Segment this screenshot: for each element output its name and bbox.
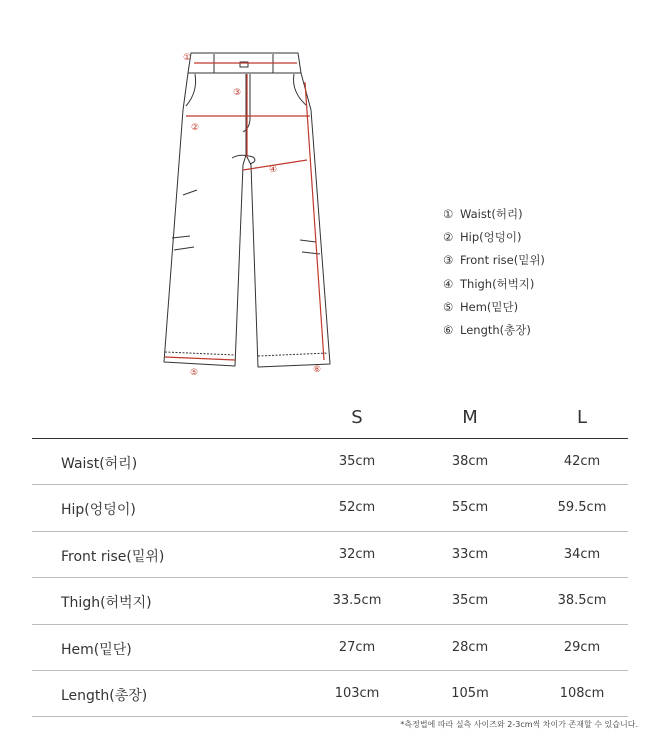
table-row	[32, 485, 628, 531]
cell-value: 33.5cm	[332, 593, 382, 609]
cell-value: 33cm	[451, 546, 489, 562]
hem-measure-line	[165, 357, 235, 360]
legend-item: ⑤ Hem(밑단)	[443, 299, 519, 314]
cell-value: 52cm	[338, 500, 376, 516]
legend-item: ③ Front rise(밑위)	[443, 253, 545, 268]
row-label: Thigh(허벅지)	[61, 595, 152, 612]
table-row	[32, 671, 628, 717]
legend-item: ② Hip(엉덩이)	[443, 230, 522, 245]
measurement-legend	[443, 203, 545, 342]
row-label: Waist(허리)	[61, 456, 138, 472]
cell-value: 32cm	[338, 546, 376, 562]
row-label: Front rise(밑위)	[61, 548, 165, 565]
marker-waist: ①	[182, 53, 192, 63]
cell-value: 27cm	[338, 639, 376, 655]
marker-hem: ⑤	[189, 368, 199, 378]
row-label: Length(총장)	[61, 687, 148, 704]
header-size-s: S	[351, 407, 363, 428]
cell-value: 105m	[451, 685, 489, 701]
cell-value: 103cm	[334, 685, 380, 701]
legend-item: ④ Thigh(허벅지)	[443, 276, 535, 291]
cell-value: 28cm	[451, 639, 489, 655]
length-measure-line	[305, 82, 324, 360]
cell-value: 59.5cm	[557, 500, 607, 516]
marker-thigh: ④	[268, 165, 278, 175]
measurement-footnote: *측정법에 따라 실측 사이즈와 2-3cm씩 차이가 존재할 수 있습니다.	[400, 720, 638, 729]
row-label: Hip(엉덩이)	[61, 502, 136, 519]
row-label: Hem(밑단)	[61, 641, 132, 658]
cell-value: 29cm	[563, 639, 601, 655]
pants-measurement-diagram	[150, 40, 350, 385]
size-table-header	[32, 402, 628, 439]
cell-value: 38.5cm	[557, 593, 607, 609]
header-size-m: M	[462, 407, 478, 428]
size-table	[32, 402, 628, 717]
cell-value: 35cm	[338, 454, 376, 469]
header-size-l: L	[576, 407, 588, 428]
table-row	[32, 625, 628, 671]
cell-value: 42cm	[563, 454, 601, 469]
table-row	[32, 439, 628, 485]
cell-value: 55cm	[451, 500, 489, 516]
legend-item: ⑥ Length(총장)	[443, 322, 531, 337]
cell-value: 35cm	[451, 593, 489, 609]
cell-value: 108cm	[559, 685, 605, 701]
table-row	[32, 578, 628, 624]
cell-value: 38cm	[451, 454, 489, 469]
marker-front-rise: ③	[232, 88, 242, 98]
legend-item: ① Waist(허리)	[443, 207, 523, 221]
table-row	[32, 532, 628, 578]
cell-value: 34cm	[563, 546, 601, 562]
marker-length: ⑥	[312, 365, 322, 375]
marker-hip: ②	[190, 123, 200, 133]
